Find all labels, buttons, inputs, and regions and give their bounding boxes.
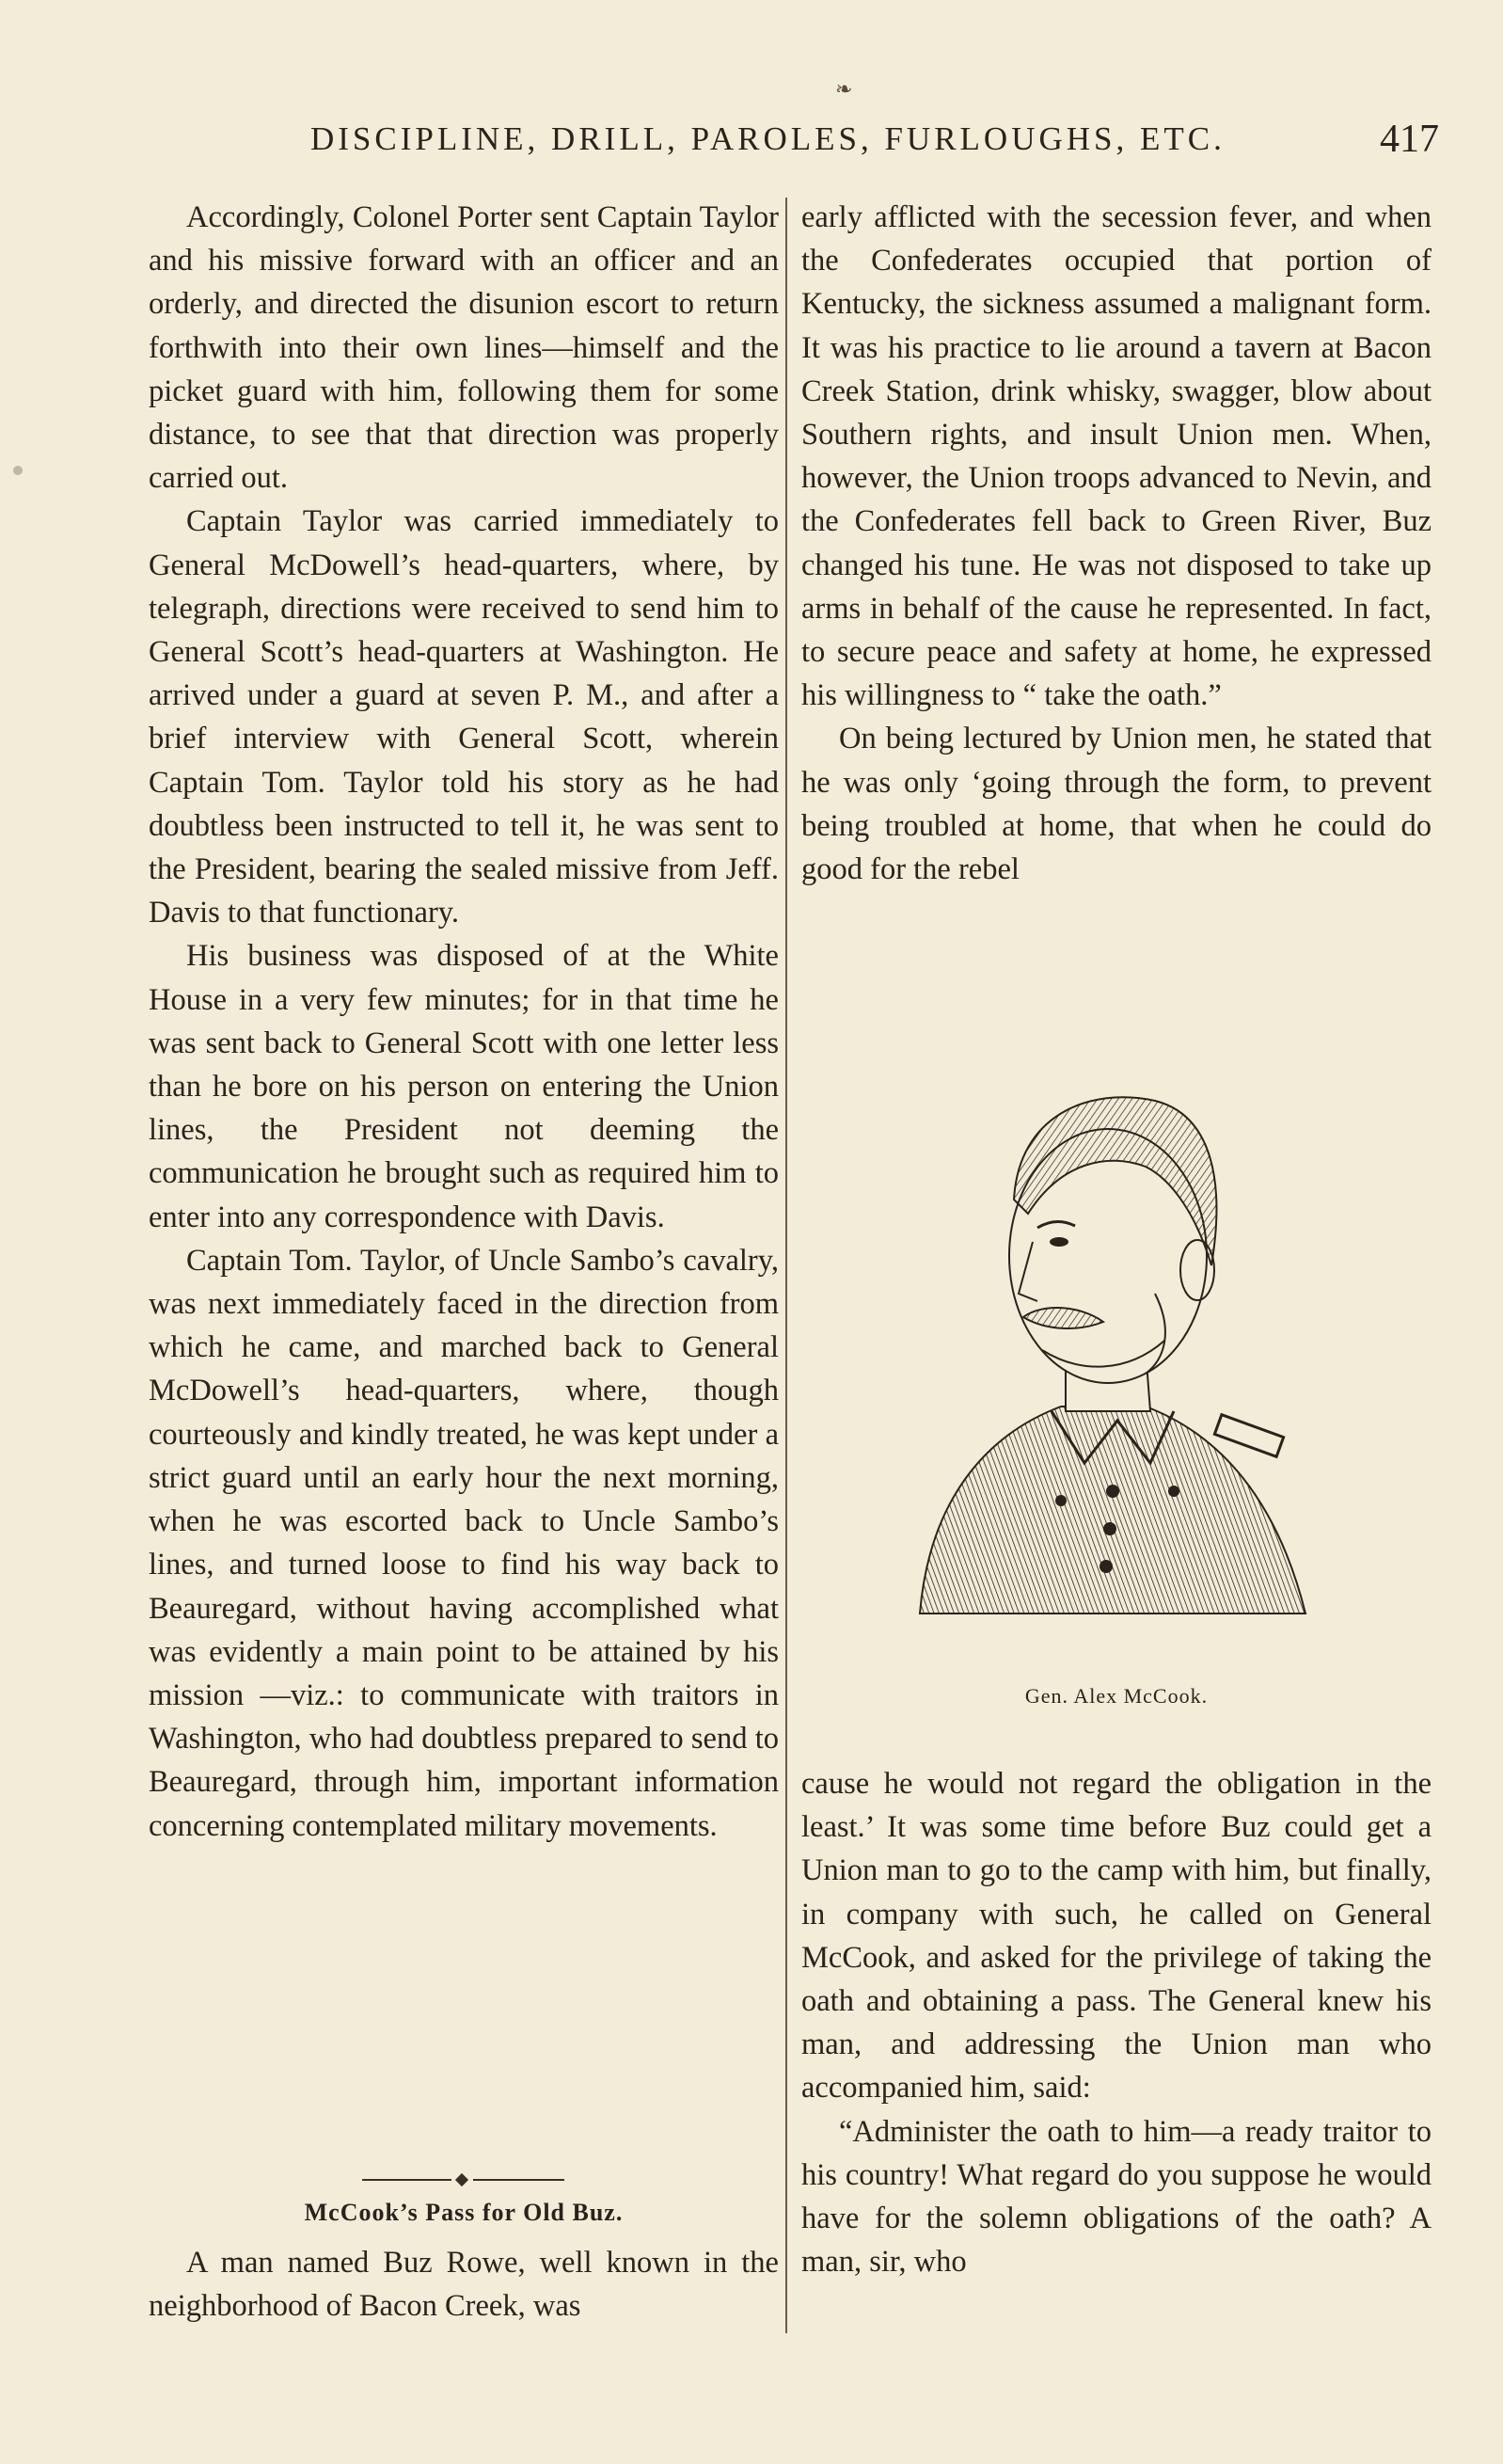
left-column xyxy=(149,196,779,1848)
page-number: 417 xyxy=(1380,118,1439,161)
paragraph: A man named Buz Rowe, well known in the neighborhood of Bacon Creek, was xyxy=(149,2246,779,2324)
running-head: DISCIPLINE, DRILL, PAROLES, FURLOUGHS, ETC. xyxy=(310,120,1226,157)
page-header xyxy=(310,120,1439,177)
paragraph: Captain Taylor was carried immediately to General McDowell’s head-quarters, where, by telegraph, directions were received to send him to General Scott’s head-quarters at Washington. He arrived under a guard at seven P. M., and after a brief interview with General Scott, wherein Captain Tom. Taylor told his story as he had doubtless been instructed to tell it, he was sent to the President, bearing the sealed missive from Jeff. Davis to that functionary. xyxy=(149,504,779,930)
column-rule xyxy=(785,198,787,2333)
paragraph: His business was disposed of at the White House in a very few minutes; for in that time he was sent back to General Scott with one letter less than he bore on his person on entering the Union lines, the President not deeming the communication he brought such as required him to enter into any correspondence with Davis. xyxy=(149,939,779,1234)
paragraph: early afflicted with the secession fever, and when the Confederates occupied that portion of Kentucky, the sickness assumed a malignant form. It was his practice to lie around a tavern at Bacon Creek Station, drink whisky, swagger, blow about Southern rights, and insult Union men. When, however, the Union troops advanced to Nevin, and the Confederates fell back to Green River, Buz changed his tune. He was not disposed to take up arms in behalf of the cause he represented. In fact, to secure peace and safety at home, he expressed his willingness to “ take the oath.” xyxy=(801,200,1432,713)
right-column-top xyxy=(801,196,1432,891)
paragraph: Captain Tom. Taylor, of Uncle Sambo’s cavalry, was next immediately faced in the direction from which he came, and marched back to General McDowell’s head-quarters, where, though courteously and kindly treated, he was kept under a strict guard until an early hour the next morning, when he was escorted back to Uncle Sambo’s lines, and turned loose to find his way back to Beauregard, without having accomplished what was evidently a main point to be attained by his mission —viz.: to communicate with traitors in Washington, who had doubtless prepared to send to Beauregard, through him, important information concerning contemplated military movements. xyxy=(149,1243,779,1843)
paragraph: On being lectured by Union men, he stated that he was only ‘going through the form, to prevent being troubled at home, that when he could do good for the rebel xyxy=(801,722,1432,887)
paragraph: cause he would not regard the obligation in the least.’ It was some time before Buz could get a Union man to go to the camp with him, but finally, in company with such, he called on General McCook, and asked for the privilege of taking the oath and obtaining a pass. The General knew his man, and addressing the Union man who accompanied him, said: xyxy=(801,1767,1432,2106)
portrait-caption: Gen. Alex McCook. xyxy=(1024,1684,1209,1708)
section-divider xyxy=(362,2174,564,2186)
section-heading: McCook’s Pass for Old Buz. xyxy=(304,2199,624,2226)
right-column-bottom xyxy=(801,1762,1432,2283)
paragraph: Accordingly, Colonel Porter sent Captain Taylor and his missive forward with an officer and an orderly, and directed the disunion escort to return forthwith into their own lines—himself and the picket guard with him, following them for some distance, to see that that direction was properly carried out. xyxy=(149,200,779,496)
paragraph: “Administer the oath to him—a ready traitor to his country! What regard do you suppose he would have for the solemn obligations of the oath? A man, sir, who xyxy=(801,2114,1432,2280)
section-body xyxy=(149,2241,779,2328)
portrait-engraving xyxy=(863,1049,1371,1661)
scan-speck xyxy=(13,466,23,475)
printer-mark: ❧ xyxy=(835,77,853,101)
